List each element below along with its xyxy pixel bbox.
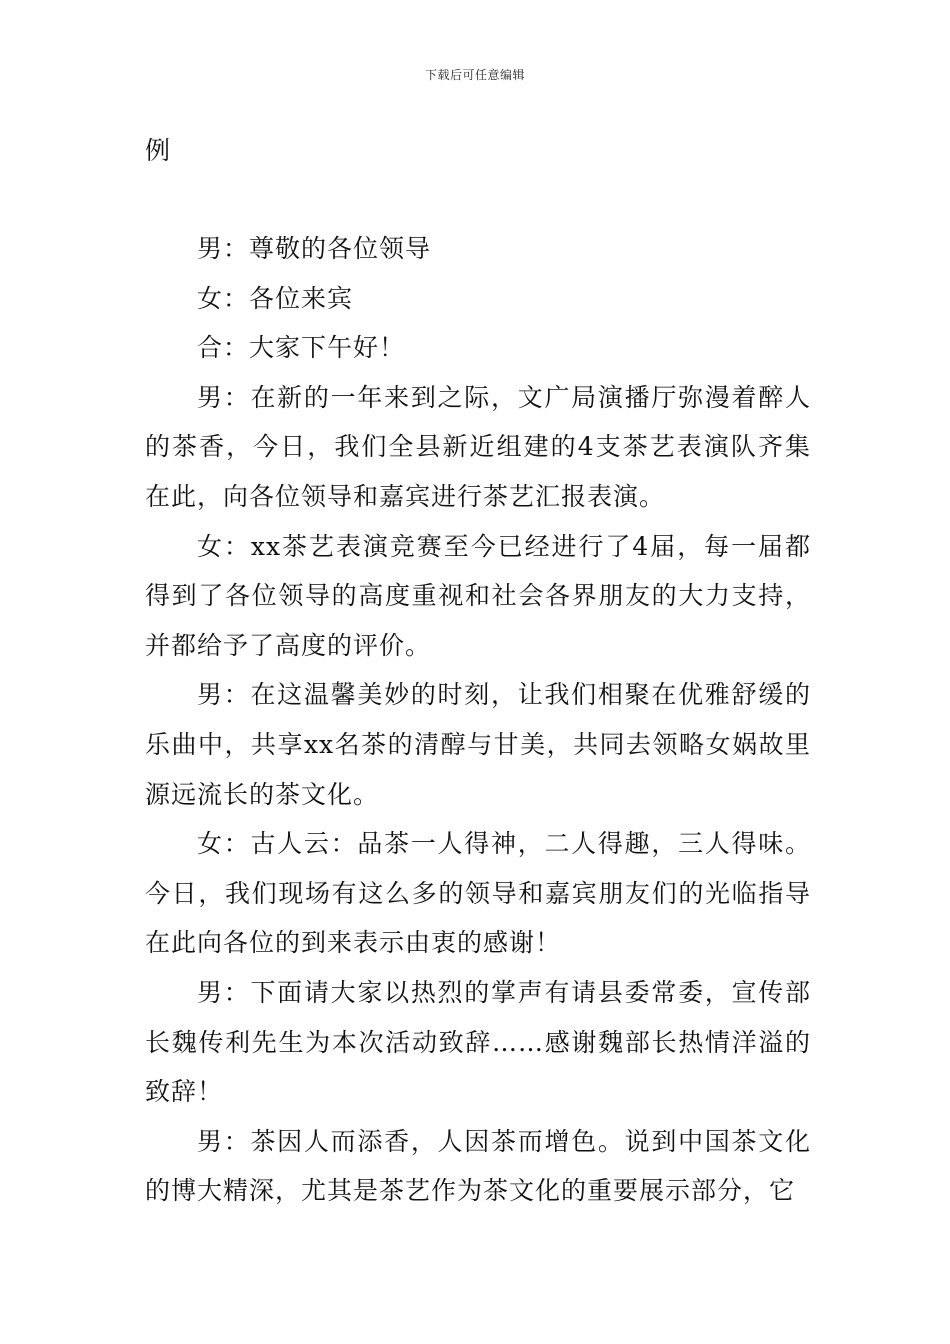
paragraph-greeting-male: 男：尊敬的各位领导 <box>197 234 432 263</box>
paragraph-opening-male: 男：在新的一年来到之际，文广局演播厅弥漫着醉人的茶香，今日，我们全县新近组建的4支茶艺表演队齐集在此，向各位领导和嘉宾进行茶艺汇报表演。 <box>145 382 811 511</box>
section-heading: 例 <box>145 136 172 165</box>
paragraph-ancient-saying-female: 女：古人云：品茶一人得神，二人得趣，三人得味。今日，我们现场有这么多的领导和嘉宾朋友们的光临指导在此向各位的到来表示由衷的感谢！ <box>145 829 811 958</box>
paragraph-speech-invite-male: 男：下面请大家以热烈的掌声有请县委常委，宣传部长魏传利先生为本次活动致辞……感谢魏部长热情洋溢的致辞！ <box>145 977 811 1107</box>
header-note: 下载后可任意编辑 <box>424 68 525 82</box>
paragraph-music-male: 男：在这温馨美妙的时刻，让我们相聚在优雅舒缓的乐曲中，共享xx名茶的清醇与甘美，共同去领略女娲故里源远流长的茶文化。 <box>145 680 811 809</box>
paragraph-competition-female: 女：xx茶艺表演竞赛至今已经进行了4届，每一届都得到了各位领导的高度重视和社会各界朋友的大力支持，并都给予了高度的评价。 <box>145 531 811 660</box>
paragraph-greeting-together: 合：大家下午好！ <box>197 333 406 363</box>
dialogue-body <box>145 224 811 1216</box>
paragraph-tea-culture-male: 男：茶因人而添香，人因茶而增色。说到中国茶文化的博大精深，尤其是茶艺作为茶文化的重要展示部分，它 <box>145 1126 811 1206</box>
paragraph-greeting-female: 女：各位来宾 <box>197 283 354 313</box>
